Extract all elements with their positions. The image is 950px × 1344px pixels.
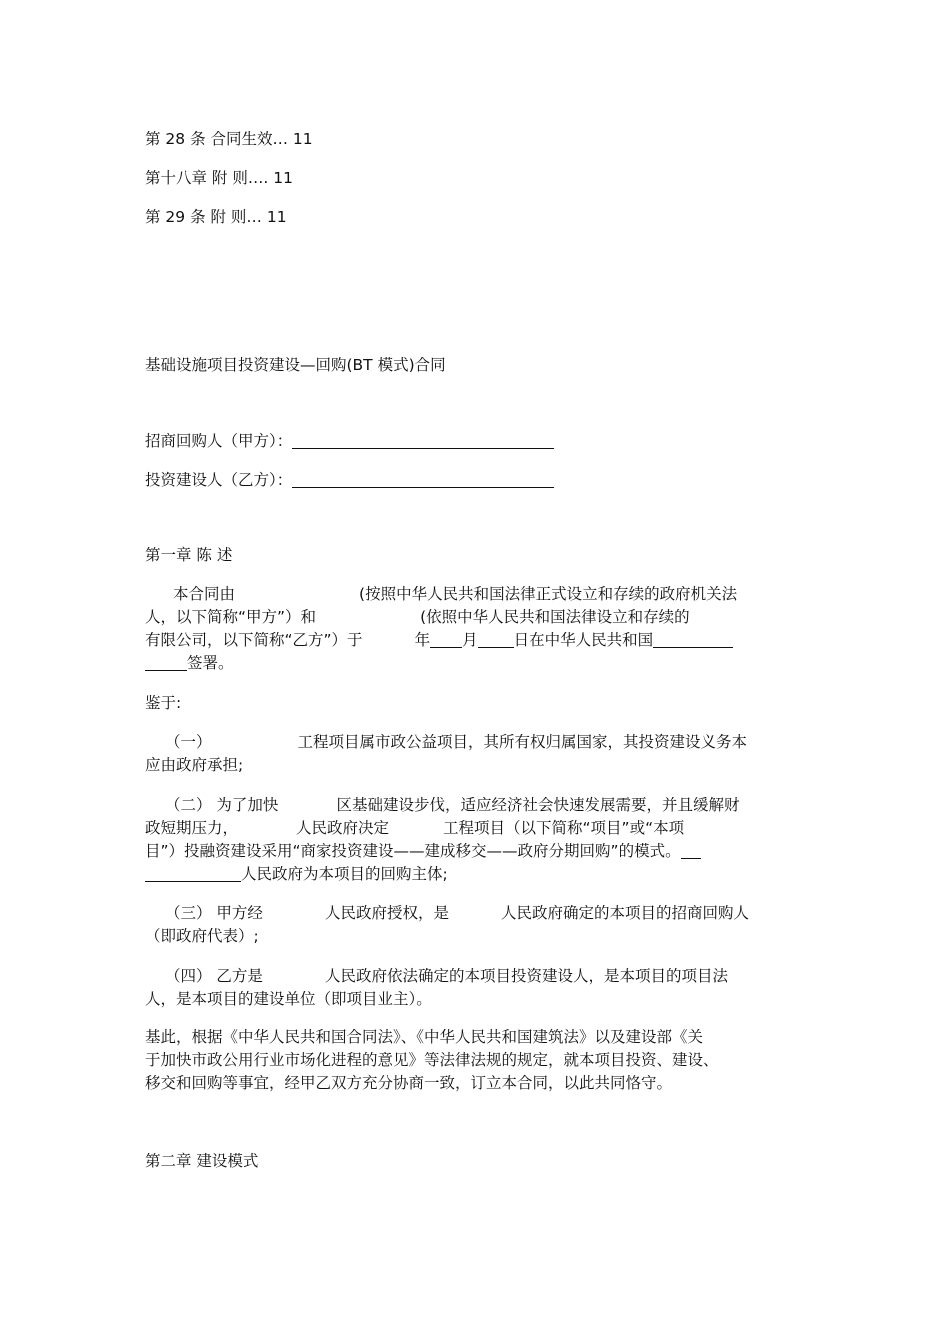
basis-paragraph: 基此，根据《中华人民共和国合同法》、《中华人民共和国建筑法》以及建设部《关 于加快市政公用行业市场化进程的意见》等法律法规的规定，就本项目投资、建设、 移交和回购等事宜，经甲乙双方充分协商一致，订立本合同，以此共同恪守。 [145,1028,719,1092]
whereas-item-2: （二） 为了加快 区基础建设步伐，适应经济社会快速发展需要，并且缓解财 政短期压力， 人民政府决定 工程项目（以下简称“项目”或“本项 目”）投融资建设采用“商家投资建设——建成移交——政府分期回购”的模式。 人民政府为本项目的回购主体; [145,796,740,883]
party-b-line [145,469,554,491]
toc-entry-article-29: 第 29 条 附 则… 11 [145,208,287,226]
intro-paragraph: 本合同由 (按照中华人民共和国法律正式设立和存续的政府机关法 人，以下简称“甲方”）和 (依照中华人民共和国法律设立和存续的 有限公司，以下简称“乙方”）于 年 月 日在中华人民共和国 签署。 [145,585,738,672]
party-b-label: 投资建设人（乙方）： [145,471,293,489]
whereas-item-3: （三） 甲方经 人民政府授权，是 人民政府确定的本项目的招商回购人 （即政府代表）; [145,904,749,945]
party-a-label: 招商回购人（甲方）： [145,432,293,450]
toc-entry-article-28: 第 28 条 合同生效… 11 [145,130,313,148]
party-a-blank [292,432,554,449]
whereas-label: 鉴于: [145,694,182,712]
toc-entry-chapter-18: 第十八章 附 则…. 11 [145,169,293,187]
party-a-line [145,430,554,452]
whereas-item-1: （一） 工程项目属市政公益项目，其所有权归属国家，其投资建设义务本 应由政府承担; [145,733,748,774]
whereas-item-4: （四） 乙方是 人民政府依法确定的本项目投资建设人，是本项目的项目法 人，是本项目的建设单位（即项目业主）。 [145,967,728,1008]
contract-title: 基础设施项目投资建设—回购(BT 模式)合同 [145,356,446,374]
chapter-1-heading: 第一章 陈 述 [145,546,233,564]
chapter-2-heading: 第二章 建设模式 [145,1152,259,1170]
party-b-blank [292,471,554,488]
